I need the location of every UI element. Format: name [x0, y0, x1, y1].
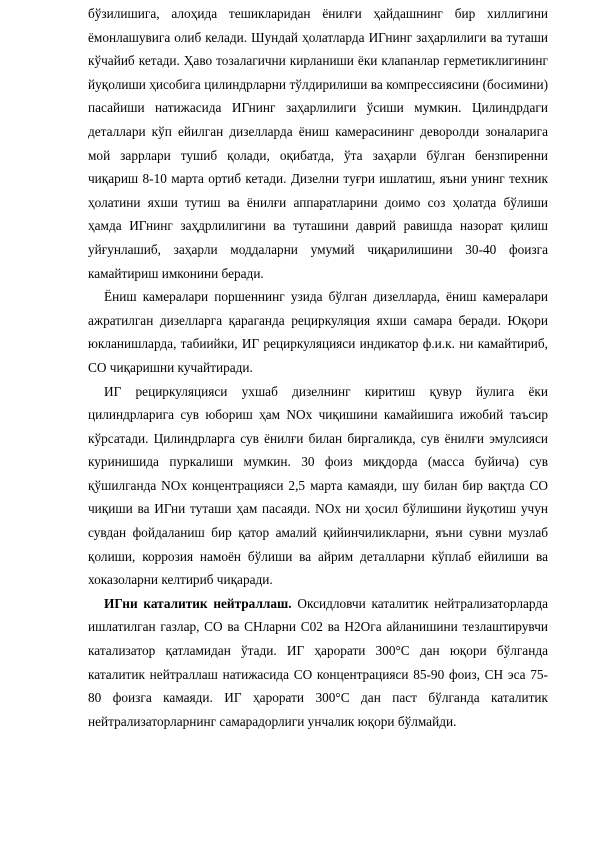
- paragraph-4: [88, 592, 548, 734]
- paragraph-1-text: бўзилишига, алоҳида тешикларидан ёнилғи ҳайдашнинг бир хиллигини ёмонлашувига олиб келади. Шундай ҳолатларда ИГнинг заҳарлилиги ва туташи кўчайиб кетади. Ҳаво тозалагични кирланиши ёки клапанлар герметиклигининг йуқолиши ҳисобига цилиндрларни тўлдирилиши ва компрессиясини (босимини) пасайиши натижасида ИГнинг заҳарлилиги ўсиши мумкин. Цилиндрдаги деталлари кўп ейилган дизелларда ёниш камерасининг деворолди зоналарига мой заррлари тушиб қолади, оқибатда, ўта заҳарли бўлган бензпиренни чиқариш 8-10 марта ортиб кетади. Дизелни туғри ишлатиш, яъни унинг техник ҳолатини яхши тутиш ва ёнилғи аппаратларини доимо соз ҳолатда бўлиши ҳамда ИГнинг заҳдрлилигини ва туташини даврий равишда назорат қилиш уйғунлашиб, заҳарли моддаларни умумий чиқарилишини 30-40 фоизга камайтириш имконини беради.: [88, 6, 548, 281]
- paragraph-3-text: ИГ рециркуляцияси ухшаб дизелнинг киритиш қувур йулига ёки цилиндрларига сув юбориш ҳам NOx чиқишини камайишига ижобий таъсир кўрсатади. Цилиндрларга сув ёнилғи билан биргаликда, сув ёнилғи эмулсияси куринишида пуркалиши мумкин. 30 фоиз миқдорда (масса буйича) сув қўшилганда NOx концентрацияси 2,5 марта камаяди, шу билан бир вақтда CO чиқиши ва ИГни туташи ҳам пасаяди. NOx ни ҳосил бўлишини йуқотиш учун сувдан фойдаланиш бир қатор амалий қийинчиликларни, яъни сувни музлаб қолиши, коррозия намоён бўлиши ва айрим деталларни кўплаб ейилиши ва хоказоларни келтириб чиқаради.: [88, 383, 548, 588]
- paragraph-1: [88, 2, 548, 285]
- document-page: [88, 2, 548, 733]
- paragraph-2-text: Ёниш камералари поршеннинг узида бўлган дизелларда, ёниш камералари ажратилган дизелларга қараганда рециркуляция яхши самара беради. Юқори юкланишларда, табиийки, ИГ рециркуляцияси индикатор ф.и.к. ни камайтириб, CO чиқаришни кучайтиради.: [88, 289, 548, 375]
- paragraph-3: [88, 380, 548, 592]
- paragraph-4-text: Оксидловчи каталитик нейтрализаторларда ишлатилган газлар, CO ва CHларни C02 ва H2Oга айланишини тезлаштирувчи катализатор қатламидан ўтади. ИГ ҳарорати 300°С дан юқори бўлганда каталитик нейтраллаш натижасида CO концентрацияси 85-90 фоиз, CH эса 75-80 фоизга камаяди. ИГ ҳарорати 300°С дан паст бўлганда каталитик нейтрализаторларнинг самарадорлиги унчалик юқори бўлмайди.: [88, 595, 548, 729]
- section-heading-catalytic: ИГни каталитик нейтраллаш.: [104, 595, 292, 611]
- paragraph-2: [88, 285, 548, 379]
